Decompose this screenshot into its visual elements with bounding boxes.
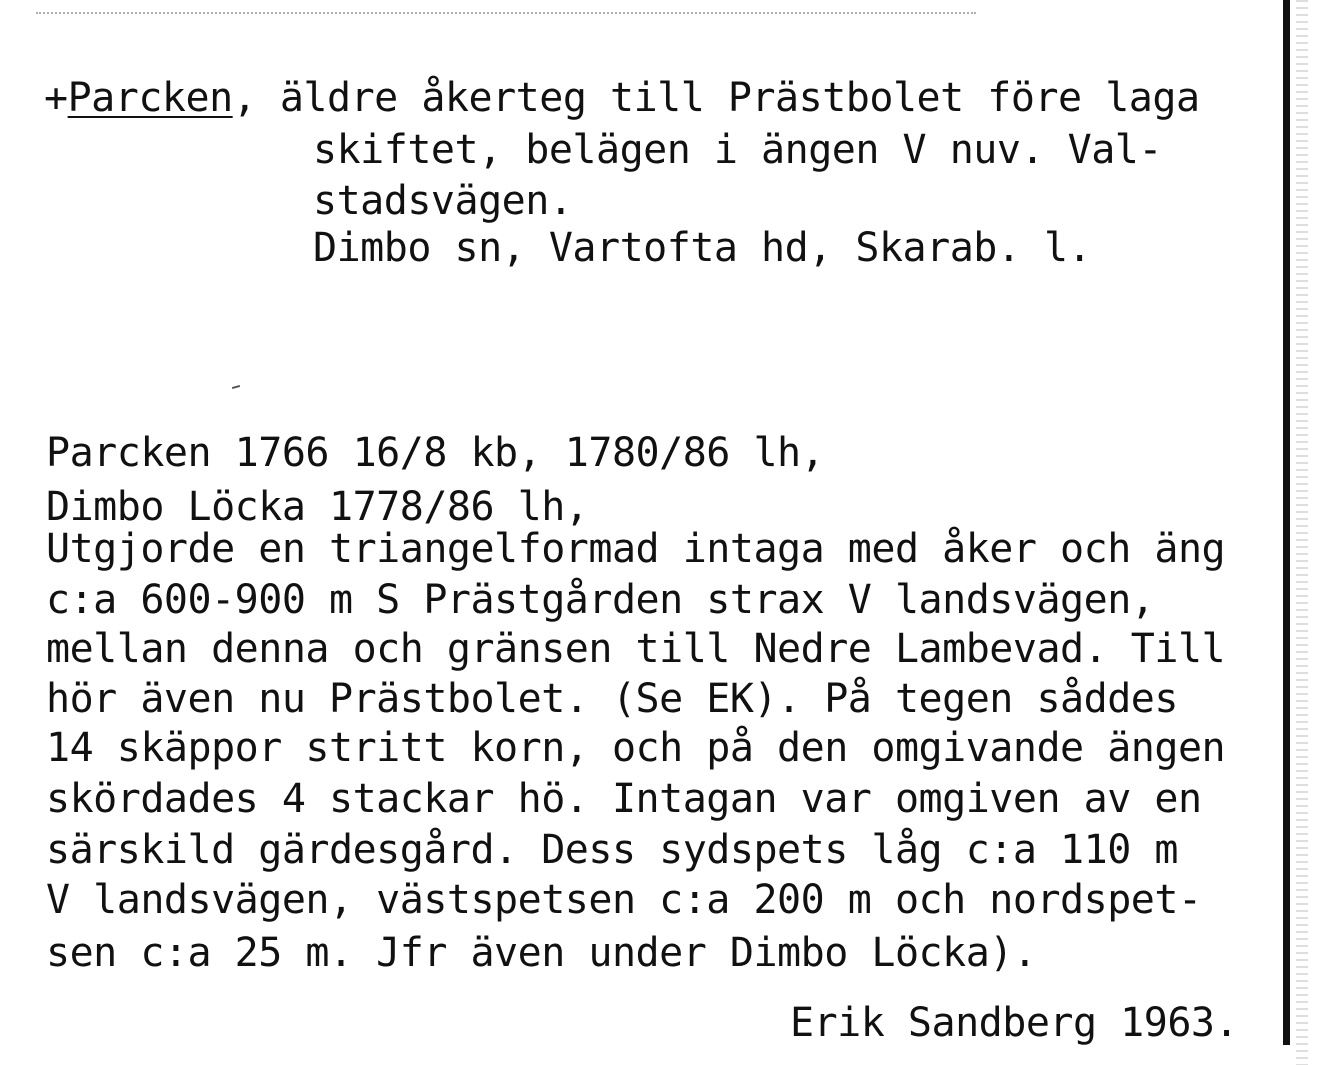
body-line-2: Dimbo Löcka 1778/86 lh,	[46, 484, 589, 530]
entry-headword: Parcken	[67, 75, 233, 121]
scan-edge-noise	[1296, 0, 1308, 1065]
card-right-edge	[1283, 0, 1290, 1045]
entry-marker: +	[44, 75, 68, 121]
body-line-1: Parcken 1766 16/8 kb, 1780/86 lh,	[46, 430, 825, 476]
body-line-3: Utgjorde en triangelformad intaga med åker och äng	[46, 526, 1226, 572]
entry-line-4: Dimbo sn, Vartofta hd, Skarab. l.	[313, 225, 1092, 271]
entry-line-3: stadsvägen.	[313, 178, 573, 224]
entry-line-1-text: , äldre åkerteg till Prästbolet före laga	[232, 75, 1200, 121]
body-line-6: hör även nu Prästbolet. (Se EK). På tegen såddes	[46, 676, 1178, 722]
body-line-10: V landsvägen, västspetsen c:a 200 m och nordspet-	[46, 877, 1202, 923]
signature: Erik Sandberg 1963.	[790, 1000, 1239, 1046]
body-line-4: c:a 600-900 m S Prästgården strax V landsvägen,	[46, 577, 1155, 623]
body-line-7: 14 skäppor stritt korn, och på den omgivande ängen	[46, 725, 1226, 771]
top-edge-dots	[36, 12, 976, 14]
entry-line-2: skiftet, belägen i ängen V nuv. Val-	[313, 127, 1162, 173]
entry-line-1	[44, 75, 1200, 121]
body-line-11: sen c:a 25 m. Jfr även under Dimbo Löcka).	[46, 930, 1037, 976]
body-line-9: särskild gärdesgård. Dess sydspets låg c:a 110 m	[46, 827, 1178, 873]
stray-ink-mark	[232, 385, 240, 389]
body-line-8: skördades 4 stackar hö. Intagan var omgiven av en	[46, 776, 1202, 822]
body-line-5: mellan denna och gränsen till Nedre Lambevad. Till	[46, 626, 1226, 672]
